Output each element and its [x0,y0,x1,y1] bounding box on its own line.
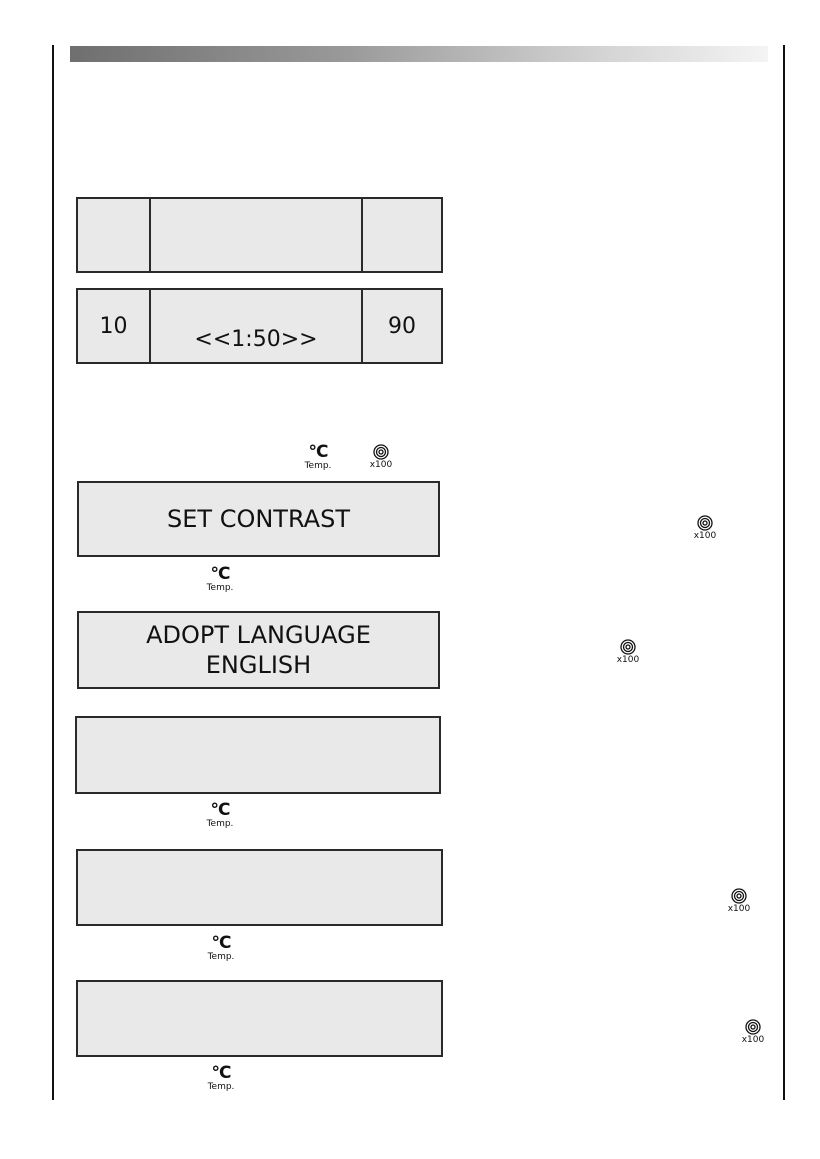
language-title: ADOPT LANGUAGE [146,621,371,649]
lcd-right-segment [363,199,441,271]
left-margin-line [52,45,54,1100]
lcd-display-empty-segments [76,197,443,273]
spin-button-icon[interactable]: x100 [722,888,756,920]
lcd-left-segment [78,199,151,271]
lcd-display-blank-3 [76,980,443,1057]
temp-button-icon[interactable]: °C Temp. [206,800,234,829]
spin-button-icon[interactable]: x100 [611,639,645,671]
lcd-display-contrast [77,481,440,557]
spiral-icon [745,1019,761,1035]
spiral-icon [731,888,747,904]
spiral-icon [620,639,636,655]
spin-button-icon[interactable]: x100 [364,444,398,476]
lcd-remaining-time: <<1:50>> [151,290,363,362]
temp-button-icon[interactable]: °C Temp. [207,933,235,962]
header-gradient-bar [70,46,768,62]
temp-button-icon[interactable]: °C Temp. [304,442,332,471]
lcd-display-time [76,288,443,364]
lcd-spin-value: 90 [388,313,416,339]
temp-button-icon[interactable]: °C Temp. [206,564,234,593]
spiral-icon [373,444,389,460]
lcd-display-blank-1 [75,716,441,794]
lcd-display-language [77,611,440,689]
temp-button-icon[interactable]: °C Temp. [207,1063,235,1092]
spin-button-icon[interactable]: x100 [688,515,722,547]
lcd-display-blank-2 [76,849,443,926]
lcd-temperature-value: 10 [78,290,151,362]
spiral-icon [697,515,713,531]
spin-button-icon[interactable]: x100 [736,1019,770,1051]
language-value: ENGLISH [205,651,312,679]
right-margin-line [783,45,785,1100]
contrast-text: SET CONTRAST [167,505,350,533]
lcd-center-segment [151,199,363,271]
